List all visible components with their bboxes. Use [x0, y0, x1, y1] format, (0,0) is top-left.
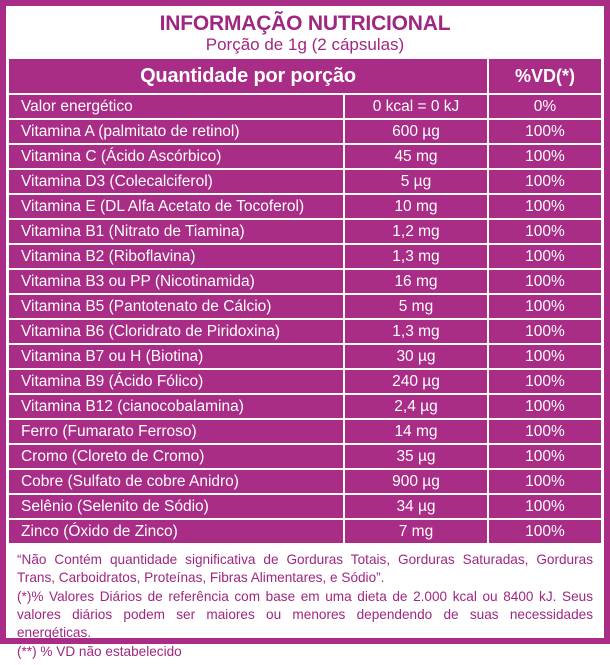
nutrient-name-cell: Cobre (Sulfato de cobre Anidro)	[8, 469, 344, 494]
label-header	[6, 6, 604, 57]
quantity-cell: 900 µg	[344, 469, 488, 494]
daily-value-cell: 100%	[488, 344, 602, 369]
column-header-daily-value: %VD(*)	[488, 58, 602, 94]
quantity-cell: 14 mg	[344, 419, 488, 444]
footnote-vd-not-established: (**) % VD não estabelecido	[17, 643, 182, 659]
table-row	[8, 269, 602, 294]
quantity-cell: 10 mg	[344, 194, 488, 219]
quantity-cell: 30 µg	[344, 344, 488, 369]
quantity-cell: 240 µg	[344, 369, 488, 394]
nutrient-name-cell: Vitamina D3 (Colecalciferol)	[8, 169, 344, 194]
nutrition-table-head	[8, 58, 602, 94]
nutrient-name-cell: Selênio (Selenito de Sódio)	[8, 494, 344, 519]
daily-value-cell: 100%	[488, 494, 602, 519]
column-header-row	[8, 58, 602, 94]
quantity-cell: 2,4 µg	[344, 394, 488, 419]
table-row	[8, 144, 602, 169]
table-row	[8, 219, 602, 244]
column-header-quantity-per-serving: Quantidade por porção	[8, 58, 488, 94]
table-row	[8, 394, 602, 419]
nutrient-name-cell: Vitamina B1 (Nitrato de Tiamina)	[8, 219, 344, 244]
quantity-cell: 5 µg	[344, 169, 488, 194]
nutrient-name-cell: Zinco (Óxido de Zinco)	[8, 519, 344, 544]
table-row	[8, 369, 602, 394]
nutrient-name-cell: Vitamina C (Ácido Ascórbico)	[8, 144, 344, 169]
daily-value-cell: 100%	[488, 444, 602, 469]
daily-value-cell: 100%	[488, 119, 602, 144]
nutrient-name-cell: Vitamina E (DL Alfa Acetato de Tocoferol)	[8, 194, 344, 219]
daily-value-cell: 100%	[488, 469, 602, 494]
table-row	[8, 444, 602, 469]
daily-value-cell: 100%	[488, 244, 602, 269]
nutrient-name-cell: Cromo (Cloreto de Cromo)	[8, 444, 344, 469]
quantity-cell: 45 mg	[344, 144, 488, 169]
table-row	[8, 344, 602, 369]
quantity-cell: 5 mg	[344, 294, 488, 319]
daily-value-cell: 100%	[488, 519, 602, 544]
daily-value-cell: 100%	[488, 144, 602, 169]
nutrition-table-body	[8, 94, 602, 544]
daily-value-cell: 100%	[488, 369, 602, 394]
quantity-cell: 1,3 mg	[344, 244, 488, 269]
quantity-cell: 600 µg	[344, 119, 488, 144]
quantity-cell: 34 µg	[344, 494, 488, 519]
footnote-no-significant-amounts: “Não Contém quantidade significativa de Gorduras Totais, Gorduras Saturadas, Gorduras Trans, Carboidratos, Proteínas, Fibras Alimentares, e Sódio”.	[17, 552, 593, 586]
daily-value-cell: 100%	[488, 194, 602, 219]
table-row	[8, 494, 602, 519]
daily-value-cell: 100%	[488, 319, 602, 344]
table-row	[8, 294, 602, 319]
nutrient-name-cell: Vitamina B6 (Cloridrato de Piridoxina)	[8, 319, 344, 344]
daily-value-cell: 100%	[488, 419, 602, 444]
quantity-cell: 35 µg	[344, 444, 488, 469]
nutrient-name-cell: Vitamina B5 (Pantotenato de Cálcio)	[8, 294, 344, 319]
nutrition-label-inner	[6, 6, 604, 659]
daily-value-cell: 100%	[488, 269, 602, 294]
page-title: INFORMAÇÃO NUTRICIONAL	[159, 12, 451, 35]
nutrient-name-cell: Vitamina B2 (Riboflavina)	[8, 244, 344, 269]
serving-size-subtitle: Porção de 1g (2 cápsulas)	[205, 35, 405, 55]
nutrient-name-cell: Vitamina B9 (Ácido Fólico)	[8, 369, 344, 394]
daily-value-cell: 100%	[488, 394, 602, 419]
daily-value-cell: 0%	[488, 94, 602, 119]
footnote-daily-values-reference: (*)% Valores Diários de referência com base em uma dieta de 2.000 kcal ou 8400 kJ. Seus valores diários podem ser maiores ou menores dependendo de suas necessidades energéticas.	[17, 588, 593, 641]
nutrient-name-cell: Vitamina B12 (cianocobalamina)	[8, 394, 344, 419]
nutrient-name-cell: Valor energético	[8, 94, 344, 119]
nutrition-table	[7, 57, 603, 545]
quantity-cell: 0 kcal = 0 kJ	[344, 94, 488, 119]
table-row	[8, 119, 602, 144]
footnotes	[6, 545, 604, 665]
nutrient-name-cell: Vitamina A (palmitato de retinol)	[8, 119, 344, 144]
quantity-cell: 16 mg	[344, 269, 488, 294]
table-row	[8, 169, 602, 194]
daily-value-cell: 100%	[488, 294, 602, 319]
nutrient-name-cell: Vitamina B7 ou H (Biotina)	[8, 344, 344, 369]
table-row	[8, 419, 602, 444]
daily-value-cell: 100%	[488, 219, 602, 244]
table-row	[8, 244, 602, 269]
quantity-cell: 1,2 mg	[344, 219, 488, 244]
daily-value-cell: 100%	[488, 169, 602, 194]
nutrient-name-cell: Vitamina B3 ou PP (Nicotinamida)	[8, 269, 344, 294]
table-row	[8, 194, 602, 219]
quantity-cell: 7 mg	[344, 519, 488, 544]
quantity-cell: 1,3 mg	[344, 319, 488, 344]
table-row	[8, 319, 602, 344]
table-row	[8, 519, 602, 544]
table-row	[8, 469, 602, 494]
nutrient-name-cell: Ferro (Fumarato Ferroso)	[8, 419, 344, 444]
table-row	[8, 94, 602, 119]
